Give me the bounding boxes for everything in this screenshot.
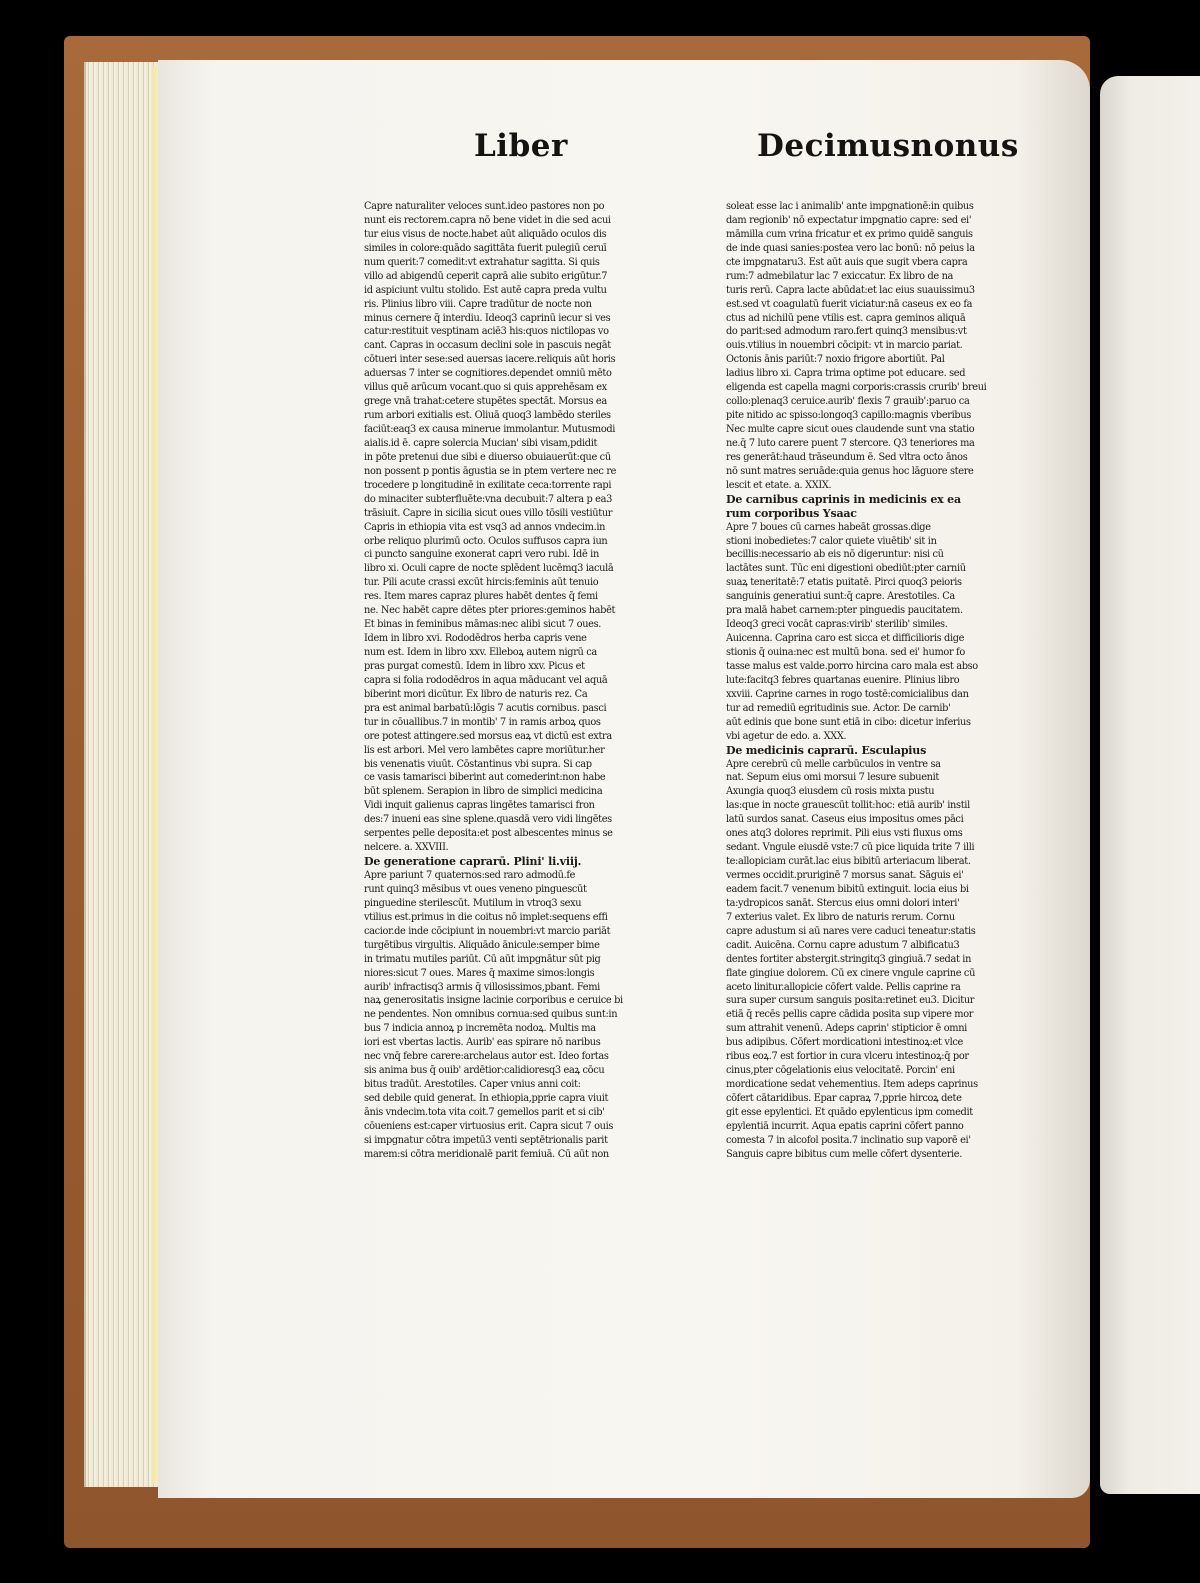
text-line: naꝝ generositatis insigne lacinie corporibus e ceruice bi: [364, 995, 623, 1007]
left-text-column: [364, 200, 660, 1162]
text-line: do parit:sed admodum raro.fert quinq3 mensibus:vt: [726, 326, 967, 338]
text-line: rum:7 admebilatur lac 7 exiccatur. Ex libro de na: [726, 270, 954, 282]
text-line: māmilla cum vrina fricatur et ex primo quidē sanguis: [726, 228, 973, 240]
text-line: ne. Nec habēt capre dētes pter priores:geminos habēt: [364, 605, 616, 617]
text-line: trocedere p longitudinē in exilitate ceca:torrente rapi: [364, 479, 612, 491]
text-line: lis est arbori. Mel vero lambētes capre moriūtur.her: [364, 744, 605, 756]
text-line: libro xi. Oculi capre de nocte splēdent lucēmq3 iaculā: [364, 563, 614, 575]
text-line: ouis.vtilius in nouembri cōcipit: vt in marcio pariat.: [726, 340, 963, 352]
text-line: in trimatu mutiles pariūt. Cū aūt impgnātur sūt pig: [364, 953, 601, 965]
text-line: git esse epylentici. Et quādo epylenticus ipm comedit: [726, 1106, 973, 1118]
section-heading: De generatione caprarū. Plini' li.viij.: [364, 855, 582, 869]
text-line: capra si folia rododēdros in aqua māducant vel aquā: [364, 674, 608, 686]
text-line: etiā q̄ recēs pellis capre cādida posita sup vipere mor: [726, 1009, 974, 1021]
text-line: lute:facitq3 febres quartanas euenire. Plinius libro: [726, 674, 960, 686]
text-line: capre adustum si aū nares vere caduci teneatur:statis: [726, 925, 976, 937]
text-line: Ideoq3 greci vocāt capras:virib' sterilib' similes.: [726, 619, 948, 631]
text-line: Apre pariunt 7 quaternos:sed raro admodū.fe: [364, 870, 576, 881]
text-line: Sanguis capre bibitus cum melle cōfert dysenterie.: [726, 1148, 963, 1160]
text-line: aurib' infractisq3 armis q̄ villosissimos,pbant. Femi: [364, 981, 600, 993]
text-line: las:que in nocte grauescūt tollit:hoc: etiā aurib' instil: [726, 800, 970, 812]
text-line: cinus,pter cōgelationis eius velocitatē. Porcin' eni: [726, 1065, 955, 1077]
text-line: aceto linitur.allopicie cōfert valde. Pellis caprine ra: [726, 981, 961, 993]
text-line: res. Item mares capraz plures habēt dentes q̄ femi: [364, 591, 598, 603]
text-line: Apre 7 boues cū carnes habeāt grossas.dige: [726, 521, 931, 533]
text-line: vermes occidit.pruriginē 7 morsus sanat. Sāguis ei': [726, 870, 964, 881]
text-line: dentes fortiter abstergit.stringitq3 gingiuā.7 sedat in: [726, 953, 972, 965]
section-heading: De medicinis caprarū. Esculapius: [726, 743, 927, 757]
text-line: turis rerū. Capra lacte abūdat:et lac eius suauissimu3: [726, 284, 975, 296]
text-line: te:allopiciam curāt.lac eius bibitū arteriacum liberat.: [726, 856, 971, 868]
text-line: suaꝝ teneritatē:7 etatis puitatē. Pirci quoq3 peioris: [726, 577, 962, 589]
text-line: pra est animal barbatū:lōgis 7 acutis cornibus. pasci: [364, 702, 607, 714]
text-line: pra malā habet carnem:pter pinguedis paucitatem.: [726, 605, 963, 617]
text-line: pinguedine sterilescūt. Mutilum in vtroq3 sexu: [364, 897, 582, 909]
text-line: ris. Plinius libro viii. Capre tradūtur de nocte non: [364, 298, 592, 310]
text-line: cōfert cātaridibus. Epar capraꝝ 7,pprie hircoꝝ dete: [726, 1093, 962, 1104]
text-line: Capre naturaliter veloces sunt.ideo pastores non po: [364, 201, 605, 212]
text-line: ce vasis tamarisci biberint aut comederint:non habe: [364, 772, 606, 784]
text-line: lactātes sunt. Tūc eni digestioni obediūt:pter carniū: [726, 563, 966, 575]
text-line: Capris in ethiopia vita est vsq3 ad annos vndecim.in: [364, 521, 606, 533]
text-line: pite nitido ac spisso:longoq3 capillo:magnis vberibus: [726, 410, 971, 422]
text-line: de inde quasi sanies:postea vero lac bonū: nō peius la: [726, 242, 975, 254]
text-line: sum attrahit venenū. Adeps caprin' stipticior ē omni: [726, 1023, 967, 1035]
text-line: non possent p pontis āgustia se in ptem vertere nec re: [364, 465, 617, 477]
text-line: Apre cerebrū cū melle carbūculos in ventre sa: [726, 758, 941, 770]
text-line: becillis:necessario ab eis nō digeruntur: nisi cū: [726, 549, 944, 561]
text-line: des:7 inueni eas sine splene.quasdā vero vidi lingētes: [364, 814, 612, 826]
text-line: turgētibus virgultis. Aliquādo ānicule:semper bime: [364, 939, 600, 951]
text-line: aduersas 7 inter se cognitiores.dependet omniū mēto: [364, 368, 612, 380]
text-line: num querit:7 comedit:vt extrahatur sagitta. Si quis: [364, 256, 600, 268]
text-line: ones atq3 dolores reprimit. Pili eius vsti fluxus oms: [726, 828, 963, 840]
text-line: nec vnq̄ febre carere:archelaus autor est. Ideo fortas: [364, 1051, 609, 1063]
text-line: ānis vndecim.tota vita coit.7 gemellos parit et si cib': [364, 1106, 605, 1118]
text-line: villo ad abigendū ceperit caprā alie subito erigūtur.7: [364, 270, 608, 282]
text-line: ctus ad nichilū pene vtilis est. capra geminos aliquā: [726, 312, 966, 324]
text-line: nunt eis rectorem.capra nō bene videt in die sed acui: [364, 214, 611, 226]
text-line: xxviii. Caprine carnes in rogo tostē:comicialibus dan: [726, 688, 969, 700]
text-line: sanguinis generatiui sunt:q̄ capre. Arestotiles. Ca: [726, 591, 955, 603]
right-text-column: [726, 200, 1022, 1162]
text-line: Octonis ānis pariūt:7 noxio frigore abortiūt. Pal: [726, 354, 945, 366]
text-line: catur:restituit vesptinam aciē3 his:quos nictilopas vo: [364, 326, 609, 338]
text-line: flate gingiue dolorem. Cū ex cinere vngule caprine cū: [726, 967, 976, 979]
running-head-left: Liber: [474, 128, 568, 164]
text-line: latū surdos sanat. Caseus eius impositus omes pāci: [726, 814, 964, 826]
text-line: ore potest attingere.sed morsus eaꝝ vt dictū est extra: [364, 730, 612, 742]
text-line: aialis.id ē. capre solercia Mucian' sibi visam,pdidit: [364, 437, 598, 449]
text-line: eligenda est capella magni corporis:crassis crurib' breui: [726, 382, 987, 394]
text-line: cacior.de inde cōcipiunt in nouembri:vt marcio pariāt: [364, 925, 611, 937]
text-line: Nec multe capre sicut oues claudende sunt vna statio: [726, 424, 975, 435]
text-line: cadit. Auicēna. Cornu capre adustum 7 albificatu3: [726, 939, 960, 951]
text-line: tur. Pili acute crassi excūt hircis:feminis aūt tenuio: [364, 577, 599, 589]
text-line: nō sunt matres seruāde:quia genus hoc lāguore stere: [726, 465, 974, 477]
text-line: villus quē arūcum vocant.quo si quis apprehēsam ex: [364, 382, 607, 394]
text-line: faciūt:eaq3 ex causa minerue immolantur. Mutusmodi: [364, 424, 616, 435]
text-line: comesta 7 in alcofol posita.7 inclinatio sup vaporē ei': [726, 1134, 971, 1146]
section-heading: rum corporibus Ysaac: [726, 506, 857, 520]
text-line: lescit et etate. a. XXIX.: [726, 479, 832, 491]
text-line: vtilius est.primus in die coitus nō implet:sequens effi: [364, 911, 608, 923]
text-line: ci puncto sanguine exonerat capri vero rubi. Idē in: [364, 549, 599, 561]
text-line: cōtueri inter sese:sed auersas iacere.reliquis aūt horis: [364, 354, 616, 366]
text-line: Auicenna. Caprina caro est sicca et difficilioris dige: [726, 633, 965, 645]
text-line: Axungia quoq3 eiusdem cū rosis mixta pustu: [726, 786, 935, 798]
text-line: sis anima bus q̄ ouib' ardētior:calidioresq3 eaꝝ cōcu: [364, 1065, 605, 1077]
text-line: Et binas in feminibus māmas:nec alibi sicut 7 oues.: [364, 619, 602, 631]
text-line: sedant. Vngule eiusdē vste:7 cū pice liquida trite 7 illi: [726, 842, 975, 854]
text-line: ne.q̄ 7 luto carere puent 7 stercore. Q3 teneriores ma: [726, 437, 975, 449]
text-line: si impgnatur cōtra impetū3 venti septētrionalis parit: [364, 1134, 608, 1146]
text-line: ribus eoꝝ.7 est fortior in cura vlceru intestinoꝝ:q̄ por: [726, 1051, 969, 1063]
text-line: runt quinq3 mēsibus vt oues veneno pinguescūt: [364, 883, 587, 895]
text-line: nelcere. a. XXVIII.: [364, 842, 449, 854]
text-line: ladius libro xi. Capra trima optime pot educare. sed: [726, 368, 966, 380]
text-line: bus 7 indicia annoꝝ p incremēta nodoꝝ. Multis ma: [364, 1023, 596, 1035]
text-line: soleat esse lac i animalib' ante impgnationē:in quibus: [726, 201, 974, 212]
text-line: marem:si cōtra meridionalē parit femiuā. Cū aūt non: [364, 1148, 609, 1160]
text-line: est.sed vt coagulatū fuerit viciatur:nā caseus ex eo fa: [726, 298, 973, 310]
text-line: vbi agetur de edo. a. XXX.: [726, 730, 847, 742]
text-line: stionis q̄ ouina:nec est multū bona. sed ei' humor fo: [726, 647, 965, 658]
text-line: dam regionib' nō expectatur impgnatio capre: sed ei': [726, 214, 972, 226]
text-line: rum arbori exitialis est. Oliuā quoq3 lambēdo steriles: [364, 410, 611, 422]
text-line: in pōte pretenui due sibi e diuerso obuiauerūt:que cū: [364, 451, 611, 463]
text-line: cōueniens est:caper virtuosius erit. Capra sicut 7 ouis: [364, 1120, 614, 1132]
text-line: num est. Idem in libro xxv. Elleboꝝ autem nigrū ca: [364, 647, 597, 658]
text-line: do minaciter subterfluēte:vna decubuit:7 altera p ea3: [364, 493, 612, 505]
text-line: collo:plenaq3 ceruice.aurib' flexis 7 grauib':paruo ca: [726, 396, 970, 408]
text-line: orbe reliquo plurimū octo. Oculos suffusos capra iun: [364, 535, 608, 547]
text-line: 7 exterius valet. Ex libro de naturis rerum. Cornu: [726, 911, 955, 923]
text-line: res generāt:haud trāseundum ē. Sed vltra octo ānos: [726, 451, 968, 463]
text-line: trāsiuit. Capre in sicilia sicut oues villo tōsili vestiūtur: [364, 507, 613, 519]
text-line: serpentes pelle deposita:et post albescentes minus se: [364, 828, 613, 840]
text-line: bitus tradūt. Arestotiles. Caper vnius anni coit:: [364, 1079, 581, 1091]
text-line: sed debile quid generat. In ethiopia,pprie capra viuit: [364, 1093, 609, 1104]
text-line: minus cernere q̄ interdiu. Ideoq3 caprinū iecur si ves: [364, 312, 611, 324]
text-line: aūt edinis que bone sunt etiā in cibo: dicetur inferius: [726, 716, 971, 728]
text-line: ne pendentes. Non omnibus cornua:sed quibus sunt:in: [364, 1009, 618, 1021]
text-line: biberint mori dicūtur. Ex libro de naturis rez. Ca: [364, 688, 588, 700]
text-line: epylentiā incurrit. Aqua epatis caprini cōfert panno: [726, 1120, 964, 1132]
text-line: eadem facit.7 venenum bibitū extinguit. locia eius bi: [726, 883, 969, 895]
text-line: Vidi inquit galienus capras lingētes tamarisci fron: [364, 800, 595, 812]
text-line: bus adipibus. Cōfert mordicationi intestinoꝝ:et vlce: [726, 1037, 963, 1049]
section-heading: De carnibus caprinis in medicinis ex ea: [726, 492, 961, 506]
text-line: tur eius visus de nocte.habet aūt aliquādo oculos dis: [364, 228, 607, 240]
facing-page: [1100, 76, 1200, 1494]
text-line: id aspiciunt vultu stolido. Est autē capra preda vultu: [364, 284, 607, 296]
text-line: Idem in libro xvi. Rododēdros herba capris vene: [364, 633, 587, 645]
text-line: stioni inobedietes:7 calor quiete viuētib' sit in: [726, 535, 937, 547]
running-head-right: Decimusnonus: [757, 128, 1019, 164]
text-line: bis venenatis viuūt. Cōstantinus vbi supra. Si cap: [364, 758, 592, 770]
text-line: cant. Capras in occasum declini sole in pascuis negāt: [364, 340, 611, 352]
text-line: niores:sicut 7 oues. Mares q̄ maxime simos:longis: [364, 967, 595, 979]
text-line: grege vnā trahat:cetere stupētes spectāt. Morsus ea: [364, 396, 607, 408]
text-line: nat. Sepum eius omi morsui 7 lesure subuenit: [726, 772, 939, 784]
text-line: sura super cursum sanguis posita:retinet eu3. Dicitur: [726, 995, 975, 1007]
text-line: ta:ydropicos sanāt. Stercus eius omni dolori interi': [726, 897, 960, 909]
text-line: cte impgnataru3. Est aūt auis que sugit vbera capra: [726, 256, 968, 268]
text-line: tasse malus est valde.porro hircina caro mala est abso: [726, 660, 978, 672]
text-line: iori est vbertas lactis. Aurib' eas spirare nō naribus: [364, 1037, 601, 1049]
text-line: pras purgat comestū. Idem in libro xxv. Picus et: [364, 660, 585, 672]
text-line: tur in cōuallibus.7 in montib' 7 in ramis arboꝝ quos: [364, 716, 601, 728]
text-line: tur ad remediū egritudinis sue. Actor. De carnib': [726, 702, 951, 714]
text-line: būt splenem. Serapion in libro de simplici medicina: [364, 786, 603, 798]
text-line: similes in colore:quādo sagittāta fuerit pulegiū ceruī: [364, 242, 607, 254]
text-line: mordicatione sedat vehementius. Item adeps caprinus: [726, 1079, 978, 1091]
